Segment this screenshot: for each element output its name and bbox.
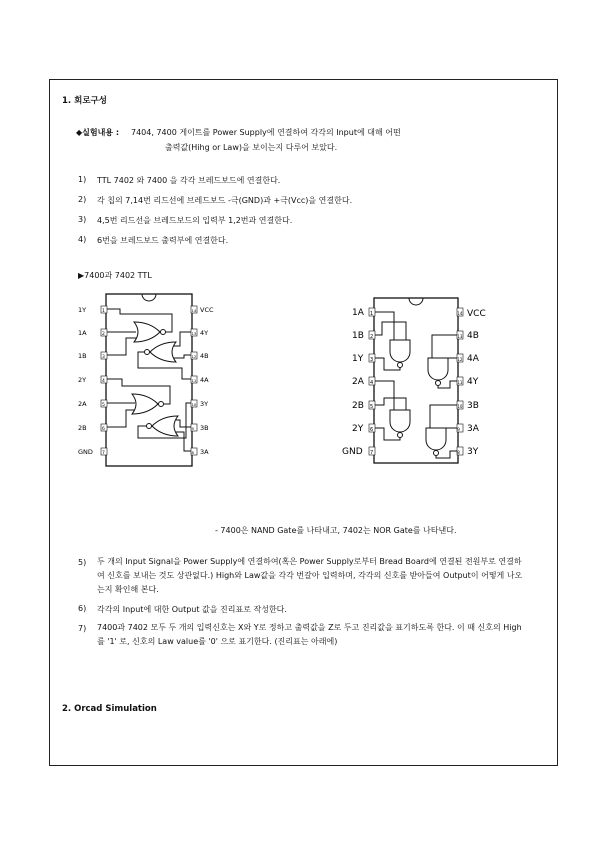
nand-gate	[426, 428, 446, 450]
pin-number: 1	[370, 311, 374, 317]
step-number: 3)	[78, 215, 87, 224]
pin-label: 4B	[200, 352, 209, 360]
chip-notch	[409, 298, 423, 305]
pin-label: VCC	[467, 309, 486, 319]
inversion-bubble	[398, 363, 403, 368]
pin-number: 12	[457, 357, 463, 362]
pin-label: 3B	[200, 424, 209, 432]
pin-number: 9	[191, 426, 194, 431]
inversion-bubble	[434, 451, 439, 456]
experiment-line-2: 출력값(Hihg or Law)을 보이는지 다루어 보았다.	[165, 143, 338, 152]
pin-label: 4Y	[467, 377, 479, 387]
pin-label: 1B	[352, 331, 364, 341]
pin-number: 4	[102, 379, 105, 384]
step-text: 6번을 브레드보드 출력부에 연결한다.	[97, 236, 229, 245]
pin-number: 5	[370, 404, 374, 410]
pin-number: 14	[457, 311, 463, 316]
pin-number: 11	[457, 380, 463, 385]
chip-7400-diagram	[338, 292, 498, 467]
pin-number: 5	[102, 403, 105, 408]
pin-label: 4A	[200, 376, 209, 384]
chip-body	[106, 294, 192, 466]
pin-label: 3B	[467, 401, 479, 411]
pin-label: 1Y	[352, 354, 364, 364]
pin-label: GND	[78, 448, 93, 456]
step-text: 각각의 Input에 대한 Output 값을 진리표로 작성한다.	[97, 605, 287, 614]
nor-gate	[152, 416, 178, 436]
experiment-label: ◆실험내용 :	[76, 128, 120, 137]
inversion-bubble	[161, 330, 166, 335]
left-pins	[342, 308, 375, 457]
nor-gate	[132, 394, 158, 414]
pin-number: 3	[370, 357, 374, 363]
step-text: 7400과 7402 모두 두 개의 입력신호는 X와 Y로 정하고 출력값을 Z로 두고 진리값을 표기하도록 한다. 이 때 신호의 High를 '1' 로, 신호의 Law value를 '0' 으로 표기한다. (진리표는 아래에)	[97, 623, 522, 646]
pin-number: 13	[191, 331, 197, 336]
chip-notch	[142, 294, 156, 301]
pin-number: 10	[457, 404, 463, 409]
pin-number: 7	[370, 450, 374, 456]
pin-number: 14	[191, 308, 197, 313]
right-pins	[191, 306, 214, 456]
inversion-bubble	[159, 402, 164, 407]
pin-number: 6	[102, 427, 105, 432]
step-text: 4,5번 리드선을 브레드보드의 입력부 1,2번과 연결한다.	[97, 216, 293, 225]
pin-label: 1Y	[78, 306, 87, 314]
pin-label: 2B	[352, 401, 364, 411]
pin-label: 4B	[467, 331, 479, 341]
inversion-bubble	[147, 424, 152, 429]
section2-heading: 2. Orcad Simulation	[62, 704, 157, 714]
nand-gate	[390, 340, 410, 362]
experiment-line-1: 7404, 7400 게이트를 Power Supply에 연결하여 각각의 Input에 대해 어떤	[131, 128, 401, 137]
nor-gate	[150, 342, 176, 362]
figure-caption: - 7400은 NAND Gate를 나타내고, 7402는 NOR Gate를 나타낸다.	[215, 526, 457, 535]
step-number: 6)	[78, 604, 87, 613]
pin-number: 11	[191, 378, 197, 383]
pin-number: 8	[191, 450, 194, 455]
pin-number: 4	[370, 380, 374, 386]
pin-label: 1B	[78, 352, 87, 360]
pin-number: 3	[102, 355, 105, 360]
step-number: 7)	[78, 624, 87, 633]
section1-heading: 1. 회로구성	[62, 96, 107, 106]
step-text: 두 개의 Input Signal을 Power Supply에 연결하여(혹은 Power Supply로부터 Bread Board에 연결된 전원부로 연결하여 신호를 보내는 것도 상관없다.) High와 Law값을 각각 번갈아 입력하며, 각각의 신호를 받아들여 Output이 어떻게 나오는지 확인해 본다.	[97, 557, 523, 594]
pin-label: 3Y	[200, 400, 209, 408]
pin-label: 2Y	[352, 424, 364, 434]
pin-number: 12	[191, 354, 197, 359]
step-text: 각 칩의 7,14번 리드선에 브레드보드 -극(GND)과 +극(Vcc)을 연결한다.	[97, 196, 353, 205]
pin-label: 2B	[78, 424, 87, 432]
step-number: 2)	[78, 195, 87, 204]
left-pins	[78, 306, 107, 456]
right-pins	[457, 308, 486, 457]
pin-number: 7	[102, 451, 105, 456]
pin-number: 2	[102, 332, 105, 337]
nand-gate	[390, 410, 410, 432]
pin-label: 4Y	[200, 329, 209, 337]
pin-label: 2A	[352, 377, 364, 387]
pin-label: 3A	[467, 424, 479, 434]
pin-label: 3A	[200, 448, 209, 456]
nand-gate	[428, 358, 448, 380]
figure-label: ▶7400과 7402 TTL	[78, 271, 152, 280]
step-text: TTL 7402 와 7400 을 각각 브레드보드에 연결한다.	[97, 176, 281, 185]
pin-label: 1A	[78, 329, 87, 337]
pin-label: 2Y	[78, 376, 87, 384]
step-number: 4)	[78, 235, 87, 244]
step-number: 1)	[78, 175, 87, 184]
step-number: 5)	[78, 558, 87, 567]
pin-number: 8	[457, 450, 460, 455]
chip-7402-diagram	[76, 288, 226, 473]
inversion-bubble	[145, 350, 150, 355]
pin-label: 2A	[78, 400, 87, 408]
pin-number: 9	[457, 427, 460, 432]
pin-label: 4A	[467, 354, 479, 364]
pin-number: 13	[457, 334, 463, 339]
pin-number: 10	[191, 402, 197, 407]
inversion-bubble	[436, 381, 441, 386]
pin-label: GND	[342, 447, 363, 457]
nand-gates	[375, 312, 457, 458]
pin-number: 1	[102, 309, 105, 314]
pin-label: 1A	[352, 308, 364, 318]
pin-label: 3Y	[467, 447, 479, 457]
nor-gates	[107, 309, 191, 451]
pin-number: 6	[370, 427, 374, 433]
pin-number: 2	[370, 334, 374, 340]
pin-label: VCC	[200, 306, 214, 314]
nor-gate	[134, 322, 160, 342]
inversion-bubble	[398, 433, 403, 438]
